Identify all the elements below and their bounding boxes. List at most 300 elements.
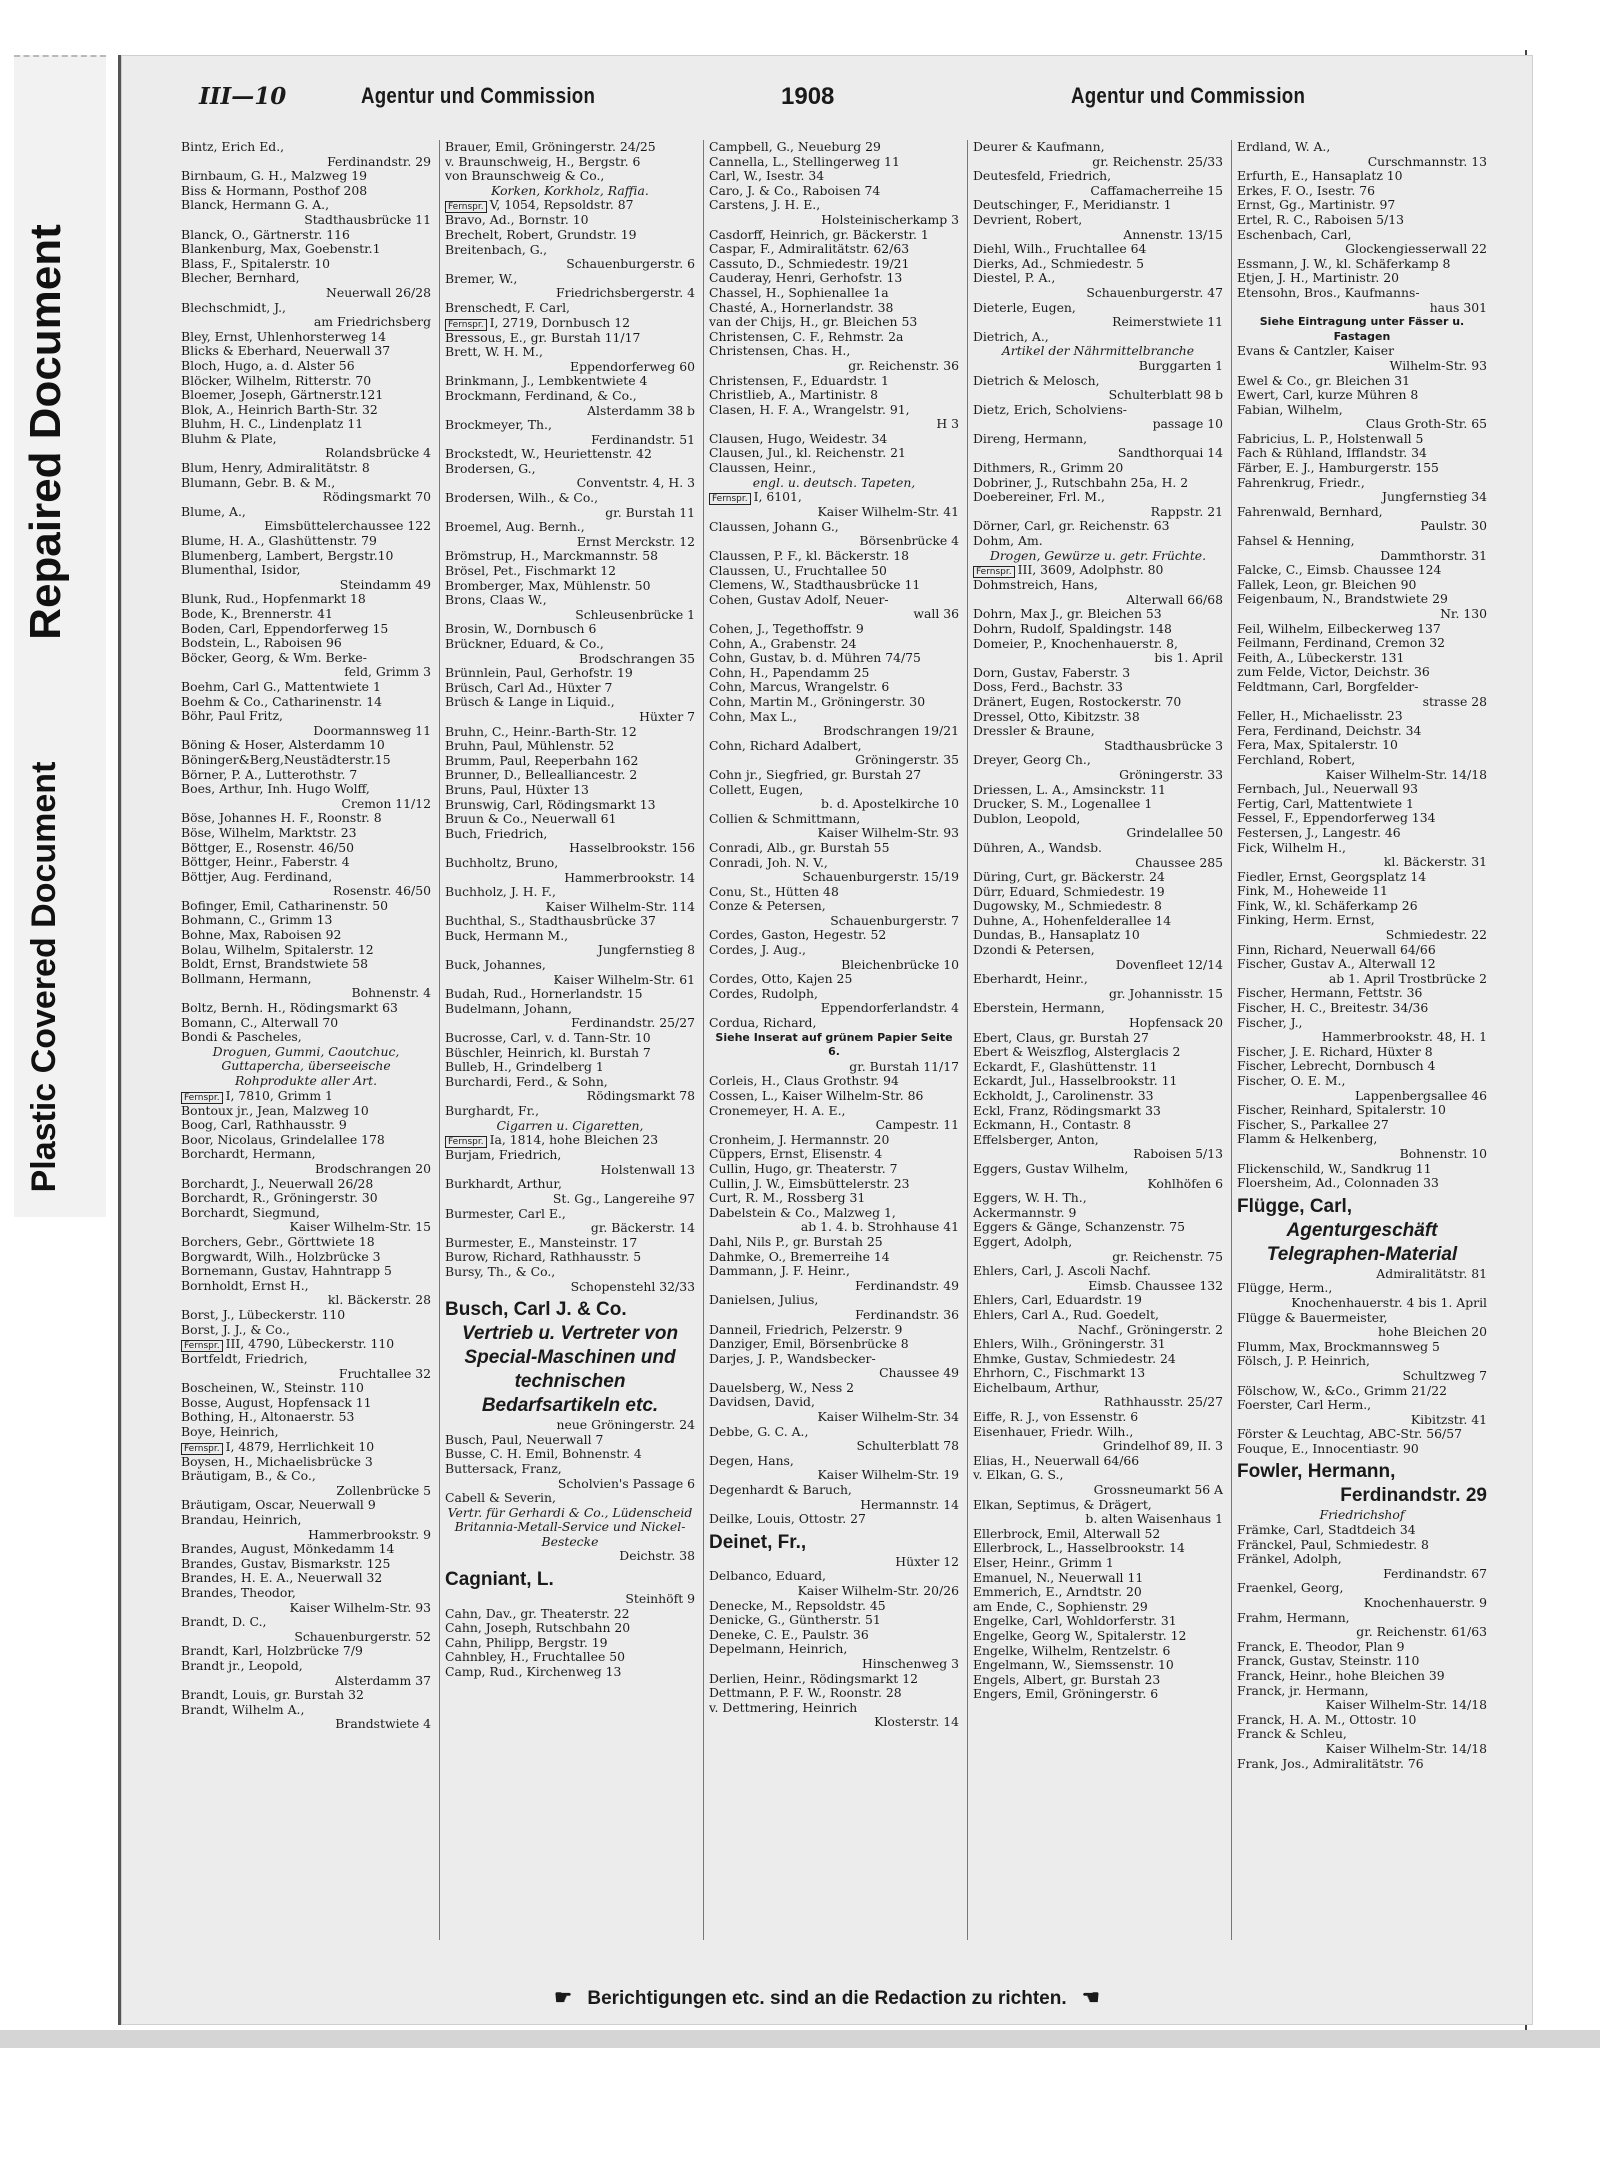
header-year: 1908: [781, 83, 835, 110]
entry-name: Danielsen, Julius,: [709, 1292, 819, 1308]
directory-entry: [445, 783, 699, 798]
directory-entry: [1237, 257, 1491, 272]
telephone-badge: Fernspr.: [445, 1136, 487, 1148]
entry-name: Brenschedt, F. Carl,: [445, 299, 570, 315]
directory-entry: [973, 637, 1227, 666]
directory-entry: [709, 856, 963, 885]
directory-entry: [181, 140, 435, 169]
entry-name: Eiffe, R. J., von Essenstr. 6: [973, 1409, 1139, 1425]
entry-name: Dühren, A., Wandsb.: [973, 839, 1102, 855]
entry-address: Dammthorstr. 31: [1380, 547, 1487, 563]
entry-name: Dressel, Otto, Kibitzstr. 38: [973, 708, 1140, 724]
entry-name: Dierks, Ad., Schmiedestr. 5: [973, 255, 1144, 271]
entry-name: Bofinger, Emil, Catharinenstr. 50: [181, 897, 389, 913]
entry-name: Buck, Johannes,: [445, 957, 546, 973]
directory-entry: [181, 1644, 435, 1659]
page-header: [121, 83, 1533, 123]
directory-entry: [709, 1569, 963, 1598]
entry-firm-name: Deinet, Fr.,: [709, 1531, 807, 1553]
directory-entry: [1237, 1460, 1491, 1508]
directory-entry: [445, 1549, 699, 1564]
directory-entry: [1237, 1713, 1491, 1728]
directory-entry: [445, 155, 699, 170]
entry-address: Rolandsbrücke 4: [325, 445, 431, 461]
directory-entry: [1237, 1059, 1491, 1074]
directory-entry: [709, 1512, 963, 1527]
directory-entry: [181, 826, 435, 841]
entry-address: Alsterdamm 38 b: [587, 402, 695, 418]
entry-name: Christensen, Chas. H.,: [709, 343, 851, 359]
entry-name: Boltz, Bernh. H., Rödingsmarkt 63: [181, 1000, 398, 1016]
directory-entry: [181, 417, 435, 432]
entry-address: Zollenbrücke 5: [336, 1482, 431, 1498]
directory-entry: [181, 899, 435, 914]
directory-entry: [445, 929, 699, 958]
entry-address: passage 10: [1152, 416, 1223, 432]
entry-name: Doss, Ferd., Bachstr. 33: [973, 679, 1123, 695]
directory-entry: [709, 271, 963, 286]
entry-name: Borchardt, Siegmund,: [181, 1204, 320, 1220]
directory-entry: [709, 1250, 963, 1265]
entry-address: Raboisen 5/13: [1133, 1146, 1223, 1162]
entry-address: Conventstr. 4, H. 3: [576, 475, 695, 491]
directory-entry: [709, 710, 963, 739]
entry-name: Främke, Carl, Stadtdeich 34: [1237, 1522, 1416, 1538]
directory-entry: [973, 1118, 1227, 1133]
entry-address: Brodschrangen 20: [315, 1160, 431, 1176]
directory-entry: [445, 637, 699, 666]
directory-entry: [445, 169, 699, 198]
pointing-hand-icon: ☚: [1081, 1987, 1100, 2009]
entry-name: Busse, C. H. Emil, Bohnenstr. 4: [445, 1446, 642, 1462]
directory-entry: [973, 914, 1227, 929]
directory-entry: [973, 461, 1227, 476]
entry-description: Korken, Korkholz, Raffia.: [491, 182, 649, 198]
entry-name: Floersheim, Ad., Colonnaden 33: [1237, 1175, 1439, 1191]
directory-entry: [1237, 1538, 1491, 1553]
entry-name: Blöcker, Wilhelm, Ritterstr. 70: [181, 372, 372, 388]
directory-entry: [973, 710, 1227, 725]
entry-description: Artikel der Nährmittelbranche: [1001, 343, 1195, 359]
entry-name: Etensohn, Bros., Kaufmanns-: [1237, 284, 1420, 300]
entry-name: Böning & Hoser, Alsterdamm 10: [181, 737, 385, 753]
directory-entry: [709, 593, 963, 622]
entry-name: Fahrenkrug, Friedr.,: [1237, 474, 1365, 490]
directory-entry: [445, 213, 699, 228]
entry-address: Gröningerstr. 33: [1119, 766, 1223, 782]
directory-entry: [445, 856, 699, 885]
entry-address: gr. Reichenstr. 75: [1112, 1248, 1223, 1264]
directory-entry: [973, 841, 1227, 870]
entry-name: Eckl, Franz, Rödingsmarkt 33: [973, 1102, 1161, 1118]
entry-name: Deutesfeld, Friedrich,: [973, 168, 1112, 184]
entry-name: Dressler & Braune,: [973, 723, 1095, 739]
directory-entry: [1237, 622, 1491, 637]
entry-name: Brunner, D., Bellealliancestr. 2: [445, 767, 638, 783]
entry-name: Cohn, Max L.,: [709, 708, 797, 724]
entry-name: Deutschinger, F., Meridianstr. 1: [973, 197, 1172, 213]
directory-entry: [445, 885, 699, 914]
entry-address: Kohlhöfen 6: [1147, 1175, 1223, 1191]
directory-entry: [445, 1636, 699, 1651]
directory-entry: [181, 709, 435, 738]
entry-address: am Friedrichsberg: [313, 314, 431, 330]
entry-address: H 3: [936, 416, 959, 432]
entry-address: Campestr. 11: [875, 1117, 959, 1133]
directory-entry: [181, 1323, 435, 1338]
entry-name: Erdland, W. A.,: [1237, 140, 1331, 154]
directory-entry: [973, 899, 1227, 914]
entry-name: Feldtmann, Carl, Borgfelder-: [1237, 678, 1419, 694]
entry-address: Holstenwall 13: [600, 1161, 695, 1177]
entry-name: Böttger, Heinr., Faberstr. 4: [181, 854, 350, 870]
directory-entry: [709, 1352, 963, 1381]
entry-name: Brockstedt, W., Heuriettenstr. 42: [445, 446, 652, 462]
entry-name: Buttersack, Franz,: [445, 1460, 562, 1476]
entry-name: Carstens, J. H. E.,: [709, 197, 821, 213]
directory-entry: [445, 666, 699, 681]
entry-name: Cohen, J., Tegethoffstr. 9: [709, 621, 864, 636]
entry-name: Dreyer, Georg Ch.,: [973, 752, 1091, 768]
directory-entry: [181, 1279, 435, 1308]
directory-entry: [973, 680, 1227, 695]
directory-entry: [709, 330, 963, 345]
directory-entry: [973, 1571, 1227, 1586]
entry-name: Bluhm & Plate,: [181, 430, 277, 446]
entry-name: Brons, Claas W.,: [445, 592, 547, 608]
directory-entry: [973, 797, 1227, 812]
directory-entry: [181, 1381, 435, 1396]
entry-address: Alsterdamm 37: [334, 1672, 431, 1688]
entry-name: Eckholdt, J., Carolinenstr. 33: [973, 1088, 1154, 1103]
directory-entry: [1237, 169, 1491, 184]
directory-entry: [709, 374, 963, 389]
directory-entry: [973, 374, 1227, 403]
entry-name: Böninger&Berg,Neustädterstr.15: [181, 751, 391, 767]
entry-name: Ellerbrock, Emil, Alterwall 52: [973, 1525, 1161, 1541]
directory-entry: [181, 622, 435, 637]
directory-entry: [181, 1557, 435, 1572]
entry-name: Fölsch, J. P. Heinrich,: [1237, 1353, 1370, 1369]
entry-name: Ebert & Weiszflog, Alsterglacis 2: [973, 1044, 1181, 1060]
directory-entry: [973, 812, 1227, 841]
entry-name: Fischer, H. C., Breitestr. 34/36: [1237, 1000, 1429, 1016]
entry-name: Ewert, Carl, kurze Mühren 8: [1237, 387, 1419, 403]
entry-name: Cordes, Otto, Kajen 25: [709, 971, 853, 987]
directory-entry: [709, 155, 963, 170]
directory-entry: [709, 1628, 963, 1643]
directory-entry: [181, 1250, 435, 1265]
directory-entry: [1237, 651, 1491, 666]
entry-name: Dorn, Gustav, Faberstr. 3: [973, 664, 1131, 680]
entry-name: Conu, St., Hütten 48: [709, 883, 839, 899]
entry-name: Flamm & Helkenberg,: [1237, 1131, 1378, 1147]
directory-entry: [1237, 1552, 1491, 1581]
entry-name: Brandes, H. E. A., Neuerwall 32: [181, 1570, 383, 1586]
directory-entry: [709, 1235, 963, 1250]
entry-address: strasse 28: [1422, 693, 1487, 709]
entry-name: Conradi, Joh. N. V.,: [709, 854, 828, 870]
directory-entry: [445, 914, 699, 929]
entry-name: Erfurth, E., Hansaplatz 10: [1237, 168, 1403, 184]
entry-address: Nr. 130: [1440, 606, 1487, 621]
directory-entry: [973, 1235, 1227, 1264]
entry-name: Collett, Eugen,: [709, 781, 804, 797]
directory-entry: [973, 783, 1227, 798]
directory-entry: [445, 1046, 699, 1061]
directory-entry: [709, 1191, 963, 1206]
directory-entry: [709, 403, 963, 432]
directory-entry: [709, 1337, 963, 1352]
entry-name: Cabell & Severin,: [445, 1490, 556, 1506]
entry-address: Curschmannstr. 13: [1367, 153, 1487, 169]
entry-address: Eimsb. Chaussee 132: [1088, 1277, 1223, 1293]
directory-entry: [445, 1568, 699, 1592]
entry-address: Schauenburgerstr. 6: [566, 256, 695, 272]
entry-name: Delbanco, Eduard,: [709, 1568, 826, 1584]
entry-name: Flügge, Herm.,: [1237, 1280, 1333, 1296]
directory-entry: [973, 1337, 1227, 1352]
directory-entry: [181, 1030, 435, 1088]
entry-name: Brömstrup, H., Marckmannstr. 58: [445, 548, 658, 564]
directory-entry: [1237, 1045, 1491, 1060]
directory-entry: [181, 1455, 435, 1470]
entry-name: Fink, M., Hoheweide 11: [1237, 883, 1388, 899]
entry-name: Degenhardt & Baruch,: [709, 1482, 852, 1498]
directory-entry: [445, 798, 699, 813]
directory-entry: [1237, 1398, 1491, 1427]
directory-entry: [1237, 228, 1491, 257]
entry-name: Bruun & Co., Neuerwall 61: [445, 811, 617, 827]
entry-description: Drogen, Gewürze u. getr. Früchte.: [989, 547, 1207, 563]
entry-name: Deurer & Kaufmann,: [973, 140, 1105, 154]
directory-entry: [709, 1454, 963, 1483]
entry-name: v. Elkan, G. S.,: [973, 1467, 1064, 1483]
directory-entry: [709, 783, 963, 812]
directory-entry: [445, 301, 699, 316]
entry-name: Brückner, Eduard, & Co.,: [445, 636, 604, 651]
entry-name: Brockmeyer, Th.,: [445, 417, 552, 433]
entry-name: Bontoux jr., Jean, Malzweg 10: [181, 1102, 369, 1118]
entry-name: Dauelsberg, W., Ness 2: [709, 1379, 855, 1395]
directory-entry: [445, 228, 699, 243]
entry-name: III, 4790, Lübeckerstr. 110: [225, 1336, 395, 1352]
entry-name: Fischer, Hermann, Fettstr. 36: [1237, 985, 1423, 1001]
entry-name: Denicke, G., Güntherstr. 51: [709, 1612, 881, 1628]
directory-entry: [181, 1571, 435, 1586]
entry-address: Eimsbüttelerchaussee 122: [264, 518, 431, 534]
entry-name: Boscheinen, W., Steinstr. 110: [181, 1380, 364, 1396]
entry-name: Foerster, Carl Herm.,: [1237, 1397, 1372, 1413]
entry-name: Eggers, Gustav Wilhelm,: [973, 1160, 1129, 1176]
entry-name: zum Felde, Victor, Deichstr. 36: [1237, 664, 1430, 680]
entry-address: Schulterblatt 78: [856, 1438, 959, 1454]
directory-entry: [1237, 899, 1491, 914]
entry-address: Eppendorferlandstr. 4: [820, 1000, 959, 1016]
entry-address: Nachf., Gröningerstr. 2: [1077, 1321, 1223, 1337]
entry-name: Driessen, L. A., Amsinckstr. 11: [973, 781, 1166, 797]
directory-entry: [1237, 1654, 1491, 1669]
entry-name: Fischer, Gustav A., Alterwall 12: [1237, 956, 1436, 972]
entry-name: Feigenbaum, N., Brandstwiete 29: [1237, 591, 1448, 607]
entry-address: gr. Johannisstr. 15: [1109, 985, 1223, 1001]
directory-entry: [181, 957, 435, 972]
entry-address: Steindamm 49: [339, 576, 431, 592]
entry-name: Brosin, W., Dornbusch 6: [445, 621, 597, 637]
entry-address: Schleusenbrücke 1: [575, 606, 695, 622]
directory-entry: [973, 1031, 1227, 1046]
entry-name: Ehrhorn, C., Fischmarkt 13: [973, 1365, 1146, 1381]
entry-name: Essmann, J. W., kl. Schäferkamp 8: [1237, 255, 1451, 271]
directory-entry: [1237, 1427, 1491, 1442]
directory-entry: [709, 198, 963, 227]
entry-name: Chassel, H., Sophienallee 1a: [709, 284, 889, 300]
directory-entry: [1237, 592, 1491, 621]
directory-columns: [181, 140, 1511, 1940]
directory-entry: [181, 841, 435, 856]
entry-address: Schulterblatt 98 b: [1108, 387, 1223, 403]
directory-entry: [445, 520, 699, 549]
directory-entry: [445, 1607, 699, 1622]
entry-name: Fischer, Lebrecht, Dornbusch 4: [1237, 1058, 1436, 1074]
directory-entry: [709, 1177, 963, 1192]
directory-entry: [709, 286, 963, 301]
entry-firm-name: Cagniant, L.: [445, 1569, 554, 1591]
entry-address: Kaiser Wilhelm-Str. 15: [289, 1219, 431, 1235]
entry-name: Cohn, H., Papendamm 25: [709, 664, 870, 680]
entry-name: Blanck, Hermann G. A.,: [181, 197, 330, 213]
directory-entry: [445, 549, 699, 564]
directory-entry: [181, 738, 435, 753]
directory-entry: [709, 739, 963, 768]
directory-column: [973, 140, 1227, 1940]
entry-name: Brauer, Emil, Gröningerstr. 24/25: [445, 140, 656, 154]
entry-name: Dietz, Erich, Scholviens-: [973, 401, 1127, 417]
entry-address: gr. Burstah 11/17: [849, 1058, 959, 1074]
entry-name: Eckmann, H., Contastr. 8: [973, 1117, 1132, 1133]
entry-name: Cordes, J. Aug.,: [709, 942, 806, 958]
entry-address: Kaiser Wilhelm-Str. 114: [545, 898, 695, 914]
entry-name: Franck, Gustav, Steinstr. 110: [1237, 1653, 1420, 1669]
entry-name: Bornholdt, Ernst H.,: [181, 1277, 309, 1293]
entry-address: hohe Bleichen 20: [1378, 1324, 1487, 1340]
directory-entry: [181, 753, 435, 768]
directory-entry: [445, 374, 699, 389]
directory-entry: [445, 1031, 699, 1046]
directory-entry: [1237, 665, 1491, 680]
entry-name: Böcker, Georg, & Wm. Berke-: [181, 649, 367, 665]
entry-address: kl. Bäckerstr. 28: [327, 1292, 431, 1308]
entry-name: Boor, Nicolaus, Grindelallee 178: [181, 1131, 385, 1147]
directory-entry: [973, 1644, 1227, 1659]
page-bottom-band: [0, 2030, 1600, 2048]
directory-entry: [973, 563, 1227, 578]
entry-address: kl. Bäckerstr. 31: [1383, 854, 1487, 870]
directory-entry: [1237, 1162, 1491, 1177]
directory-entry: [445, 198, 699, 213]
directory-entry: [973, 403, 1227, 432]
directory-entry: [1237, 198, 1491, 213]
entry-name: Elkan, Septimus, & Drägert,: [973, 1496, 1152, 1512]
entry-name: I, 6101,: [753, 489, 802, 505]
directory-entry: [709, 257, 963, 272]
directory-entry: [973, 1308, 1227, 1337]
entry-name: Dohrn, Max J., gr. Bleichen 53: [973, 606, 1162, 622]
directory-entry: [709, 1031, 963, 1060]
directory-entry: [181, 1615, 435, 1644]
directory-entry: [445, 622, 699, 637]
directory-entry: [709, 388, 963, 403]
directory-entry: [445, 1177, 699, 1206]
entry-name: Conze & Petersen,: [709, 898, 826, 914]
directory-entry: [709, 461, 963, 490]
directory-entry: [709, 1483, 963, 1512]
directory-entry: [1237, 943, 1491, 958]
directory-entry: [973, 257, 1227, 272]
directory-entry: [181, 432, 435, 461]
entry-name: Ertel, R. C., Raboisen 5/13: [1237, 211, 1404, 227]
directory-entry: [973, 1366, 1227, 1381]
entry-name: Burmester, Carl E.,: [445, 1205, 566, 1221]
directory-entry: [973, 1527, 1227, 1542]
directory-entry: [973, 1191, 1227, 1206]
directory-entry: [181, 1016, 435, 1031]
directory-entry: [1237, 811, 1491, 826]
directory-entry: [181, 388, 435, 403]
entry-name: Böttger, E., Rosenstr. 46/50: [181, 839, 355, 855]
directory-entry: [709, 1089, 963, 1104]
entry-name: Festersen, J., Langestr. 46: [1237, 824, 1401, 840]
entry-name: Färber, E. J., Hamburgerstr. 155: [1237, 460, 1439, 476]
directory-entry: [1237, 1757, 1491, 1772]
entry-name: Burow, Richard, Rathhausstr. 5: [445, 1249, 642, 1265]
entry-name: Cullin, J. W., Eimsbüttelerstr. 23: [709, 1175, 910, 1191]
directory-entry: [1237, 826, 1491, 841]
entry-name: Eschenbach, Carl,: [1237, 226, 1352, 242]
entry-name: Bloemer, Joseph, Gärtnerstr.121: [181, 387, 384, 403]
directory-entry: [709, 1147, 963, 1162]
directory-entry: [1237, 476, 1491, 505]
entry-name: Ehlers, Wilh., Gröningerstr. 31: [973, 1336, 1166, 1352]
entry-name: Cordua, Richard,: [709, 1015, 817, 1031]
directory-entry: [181, 943, 435, 958]
entry-name: Flickenschild, W., Sandkrug 11: [1237, 1160, 1432, 1176]
directory-entry: [709, 1264, 963, 1293]
directory-entry: [181, 680, 435, 695]
entry-description: Cigarren u. Cigaretten,: [496, 1117, 644, 1133]
directory-entry: [181, 607, 435, 622]
directory-entry: [709, 1206, 963, 1235]
entry-name: Böttjer, Aug. Ferdinand,: [181, 868, 333, 884]
entry-address: Brodschrangen 35: [579, 650, 695, 666]
entry-address: Hopfensack 20: [1129, 1015, 1223, 1031]
directory-entry: [445, 827, 699, 856]
directory-entry: [973, 622, 1227, 637]
directory-entry: [445, 462, 699, 491]
directory-entry: [973, 1629, 1227, 1644]
directory-entry: [973, 1600, 1227, 1615]
entry-address: Kaiser Wilhelm-Str. 34: [817, 1409, 959, 1425]
entry-address: Klosterstr. 14: [874, 1714, 959, 1730]
directory-entry: [181, 1498, 435, 1513]
entry-name: Dietrich & Melosch,: [973, 372, 1100, 388]
directory-entry: [445, 564, 699, 579]
entry-name: Brandt, D. C.,: [181, 1614, 267, 1630]
entry-address: Kaiser Wilhelm-Str. 14/18: [1325, 1740, 1487, 1756]
directory-entry: [709, 885, 963, 900]
entry-address: Alterwall 66/68: [1126, 591, 1223, 607]
entry-address: Kaiser Wilhelm-Str. 14/18: [1325, 1697, 1487, 1713]
